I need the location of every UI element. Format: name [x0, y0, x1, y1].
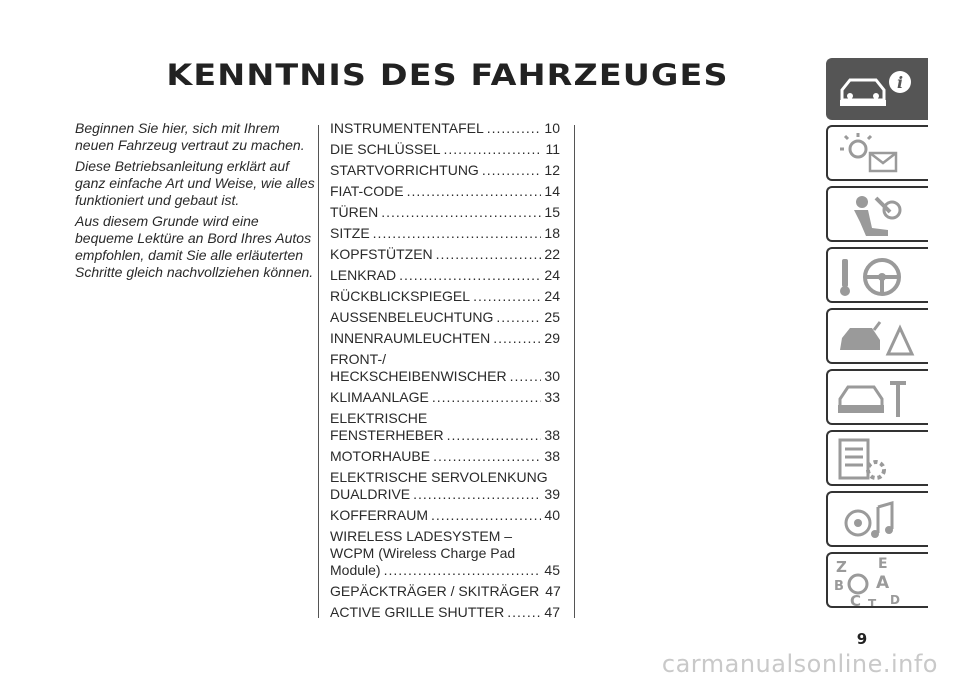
toc-leader-dots — [443, 141, 542, 158]
car-breakdown-icon — [828, 310, 928, 364]
index-letter: Z — [836, 558, 847, 576]
toc-entry[interactable] — [330, 204, 560, 221]
toc-entry[interactable] — [330, 120, 560, 137]
toc-page-number: 24 — [544, 288, 560, 304]
tab-technical-data[interactable] — [826, 430, 928, 486]
toc-page-number: 29 — [544, 330, 560, 346]
car-service-icon — [828, 371, 928, 425]
intro-paragraph: Diese Betriebsanleitung erklärt auf ganz einfache Art und Weise, wie alles funktioniert und gebaut ist. — [75, 158, 315, 208]
watermark: carmanualsonline.info — [661, 650, 938, 678]
index-letter: A — [876, 573, 890, 593]
toc-leader-dots — [487, 120, 542, 137]
toc-leader-dots — [384, 562, 542, 579]
toc-page-number: 11 — [545, 141, 560, 157]
tab-maintenance[interactable] — [826, 369, 928, 425]
toc-entry[interactable] — [330, 267, 560, 284]
toc-leader-dots — [493, 330, 541, 347]
toc-page-number: 39 — [544, 486, 560, 502]
toc-entry[interactable] — [330, 469, 560, 503]
tab-safety[interactable] — [826, 186, 928, 242]
toc-entry-title: SITZE — [330, 225, 370, 241]
car-info-icon — [828, 60, 928, 120]
toc-page-number: 45 — [544, 562, 560, 578]
toc-entry[interactable] — [330, 309, 560, 326]
toc-leader-dots — [407, 183, 542, 200]
tab-index[interactable] — [826, 552, 928, 608]
toc-entry-title: KLIMAANLAGE — [330, 389, 429, 405]
toc-entry-title: AUSSENBELEUCHTUNG — [330, 309, 494, 325]
toc-page-number: 18 — [544, 225, 560, 241]
column-divider-right — [574, 125, 575, 618]
page-number: 9 — [856, 630, 868, 648]
toc-leader-dots — [399, 267, 541, 284]
index-letters-icon — [828, 554, 928, 608]
toc-leader-dots — [413, 486, 541, 503]
toc-entry[interactable] — [330, 162, 560, 179]
toc-leader-dots — [373, 225, 542, 242]
toc-entry[interactable] — [330, 604, 560, 621]
toc-leader-dots — [447, 427, 542, 444]
index-letter: D — [890, 593, 900, 607]
toc-entry-title: KOFFERRAUM — [330, 507, 428, 523]
toc-entry-title-line: WCPM (Wireless Charge Pad — [330, 545, 516, 561]
toc-entry-title-line: WIRELESS LADESYSTEM – — [330, 528, 513, 544]
tab-multimedia[interactable] — [826, 491, 928, 547]
toc-leader-dots — [433, 448, 541, 465]
toc-entry-title: INNENRAUMLEUCHTEN — [330, 330, 491, 346]
toc-entry-title: HECKSCHEIBENWISCHER — [330, 368, 507, 384]
seat-airbag-icon — [828, 188, 928, 242]
toc-leader-dots — [510, 368, 542, 385]
toc-page-number: 15 — [544, 204, 560, 220]
magnifier-icon — [849, 575, 867, 593]
toc-leader-dots — [473, 288, 541, 305]
toc-entry[interactable] — [330, 389, 560, 406]
toc-entry-title: RÜCKBLICKSPIEGEL — [330, 288, 471, 304]
toc-entry-title: ACTIVE GRILLE SHUTTER — [330, 604, 505, 620]
toc-entry-title: DIE SCHLÜSSEL — [330, 141, 441, 157]
toc-entry-title: KOPFSTÜTZEN — [330, 246, 433, 262]
tab-emergency[interactable] — [826, 308, 928, 364]
toc-leader-dots — [496, 309, 541, 326]
index-letter: E — [878, 556, 888, 572]
toc-page-number: 30 — [544, 368, 560, 384]
toc-page-number: 38 — [544, 448, 560, 464]
index-letter: B — [834, 579, 844, 594]
toc-page-number: 47 — [545, 583, 561, 599]
toc-page-number: 33 — [544, 389, 560, 405]
toc-entry-title: MOTORHAUBE — [330, 448, 431, 464]
toc-entry-title-line: ELEKTRISCHE — [330, 410, 428, 426]
toc-entry-title: STARTVORRICHTUNG — [330, 162, 479, 178]
toc-entry[interactable] — [330, 410, 560, 444]
toc-entry-title: Module) — [330, 562, 381, 578]
tab-starting-driving[interactable] — [826, 247, 928, 303]
toc-entry-title-line: FRONT-/ — [330, 351, 386, 367]
toc-entry-title: FENSTERHEBER — [330, 427, 444, 443]
toc-leader-dots — [482, 162, 542, 179]
toc-page-number: 14 — [544, 183, 560, 199]
toc-entry-title: GEPÄCKTRÄGER / SKITRÄGER — [330, 583, 540, 599]
toc-entry[interactable] — [330, 288, 560, 305]
key-steering-icon — [828, 249, 928, 303]
toc-entry[interactable] — [330, 246, 560, 263]
toc-entry-title: LENKRAD — [330, 267, 397, 283]
toc-entry-title-line: ELEKTRISCHE SERVOLENKUNG — [330, 469, 548, 485]
chapter-tabs — [826, 58, 928, 613]
tab-warning-lights[interactable] — [826, 125, 928, 181]
tab-car-info[interactable] — [826, 58, 928, 120]
toc-page-number: 38 — [544, 427, 560, 443]
toc-entry[interactable] — [330, 141, 560, 158]
index-letter: C — [850, 592, 862, 610]
toc-entry[interactable] — [330, 448, 560, 465]
toc-entry-title: TÜREN — [330, 204, 379, 220]
svg-text:i: i — [896, 73, 904, 92]
intro-text — [75, 120, 315, 285]
table-of-contents — [330, 120, 560, 625]
toc-page-number: 24 — [544, 267, 560, 283]
toc-page-number: 22 — [544, 246, 560, 262]
toc-page-number: 40 — [544, 507, 560, 523]
toc-entry[interactable] — [330, 528, 560, 579]
toc-entry[interactable] — [330, 351, 560, 385]
toc-entry[interactable] — [330, 507, 560, 524]
toc-page-number: 12 — [544, 162, 560, 178]
toc-entry-title: FIAT-CODE — [330, 183, 404, 199]
toc-leader-dots — [381, 204, 541, 221]
toc-page-number: 47 — [544, 604, 560, 620]
intro-paragraph: Aus diesem Grunde wird eine bequeme Lektüre an Bord Ihres Autos empfohlen, damit Sie alle erläuterten Schritte gleich nachvollziehen können. — [75, 213, 314, 280]
column-divider-left — [318, 125, 319, 618]
multimedia-icon — [828, 493, 928, 547]
toc-leader-dots — [432, 389, 542, 406]
toc-entry-title: DUALDRIVE — [330, 486, 411, 502]
warning-light-icon — [828, 127, 928, 181]
index-letter: T — [868, 597, 877, 610]
toc-entry[interactable] — [330, 183, 560, 200]
toc-entry[interactable] — [330, 583, 560, 600]
toc-leader-dots — [507, 604, 541, 621]
page-title: KENNTNIS DES FAHRZEUGES — [166, 58, 729, 92]
toc-entry[interactable] — [330, 330, 560, 347]
toc-page-number: 25 — [544, 309, 560, 325]
spec-gear-icon — [828, 432, 928, 486]
toc-page-number: 10 — [544, 120, 560, 136]
toc-leader-dots — [431, 507, 541, 524]
toc-entry-title: INSTRUMENTENTAFEL — [330, 120, 484, 136]
toc-leader-dots — [436, 246, 542, 263]
intro-paragraph: Beginnen Sie hier, sich mit Ihrem neuen Fahrzeug vertraut zu machen. — [75, 120, 305, 153]
toc-entry[interactable] — [330, 225, 560, 242]
